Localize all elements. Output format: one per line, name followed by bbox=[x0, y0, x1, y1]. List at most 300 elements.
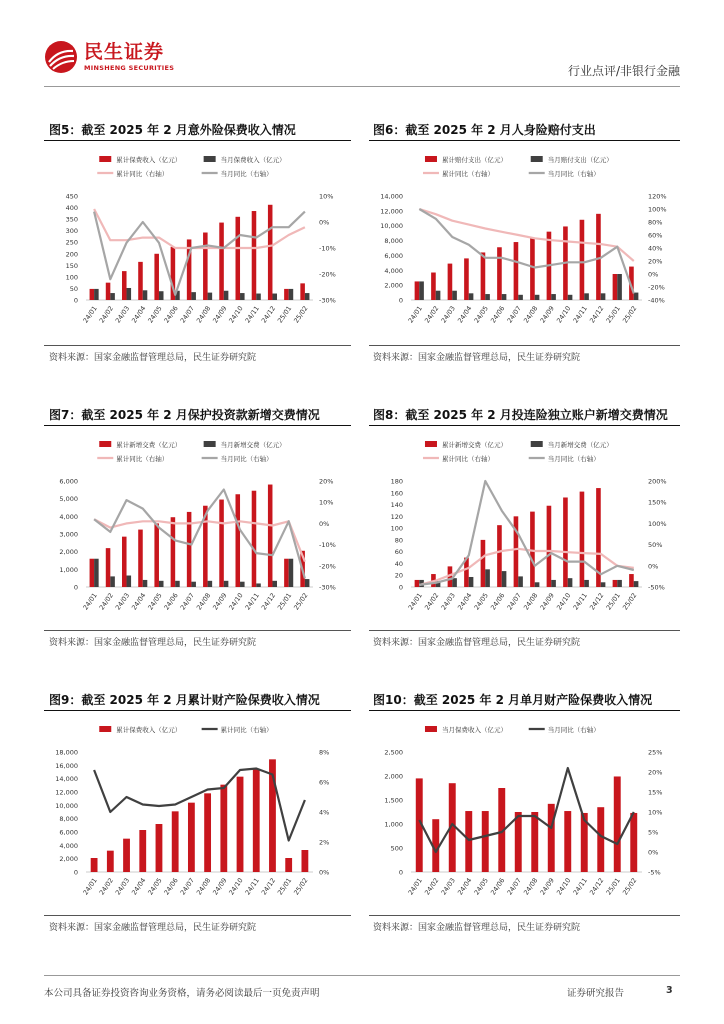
figure-9-chart bbox=[44, 718, 351, 910]
bar bbox=[284, 559, 289, 587]
legend-swatch bbox=[425, 156, 437, 162]
right-axis-tick-label: 0% bbox=[319, 218, 330, 227]
bar bbox=[268, 485, 273, 587]
x-tick-label: 24/08 bbox=[522, 304, 540, 325]
bar bbox=[415, 580, 420, 587]
right-axis-tick-label: -30% bbox=[319, 296, 336, 305]
right-axis-tick-label: -10% bbox=[319, 541, 336, 550]
legend-label: 当月同比（右轴） bbox=[547, 726, 600, 734]
bar bbox=[268, 205, 273, 300]
left-axis-tick-label: 150 bbox=[65, 261, 78, 270]
right-axis-tick-label: 5% bbox=[648, 828, 659, 837]
bar bbox=[94, 559, 99, 587]
bar bbox=[481, 252, 486, 300]
x-tick-label: 25/01 bbox=[604, 876, 622, 897]
left-axis-tick-label: 0 bbox=[398, 583, 403, 592]
bar bbox=[224, 581, 229, 587]
x-tick-label: 24/10 bbox=[227, 876, 245, 897]
bar bbox=[415, 281, 420, 300]
left-axis-tick-label: 5,000 bbox=[59, 495, 78, 504]
bar bbox=[122, 271, 127, 300]
bar bbox=[203, 233, 208, 300]
legend-label: 累计同比（右轴） bbox=[116, 170, 169, 178]
bar bbox=[535, 295, 540, 300]
bar bbox=[469, 577, 474, 587]
report-category: 行业点评/非银行金融 bbox=[567, 64, 680, 78]
bar bbox=[237, 777, 244, 872]
x-tick-label: 24/01 bbox=[406, 876, 424, 897]
x-tick-label: 24/09 bbox=[538, 591, 556, 612]
bar bbox=[91, 858, 98, 872]
x-tick-label: 24/12 bbox=[588, 304, 606, 325]
bar bbox=[452, 291, 457, 300]
x-tick-label: 24/04 bbox=[130, 304, 148, 325]
x-tick-label: 24/03 bbox=[439, 876, 457, 897]
bar bbox=[515, 812, 522, 872]
legend-label: 当月同比（右轴） bbox=[547, 170, 600, 178]
x-tick-label: 24/10 bbox=[555, 304, 573, 325]
x-tick-label: 24/07 bbox=[178, 876, 197, 897]
bar bbox=[419, 281, 424, 300]
x-tick-label: 25/02 bbox=[292, 304, 310, 325]
bar bbox=[219, 500, 224, 587]
bar bbox=[502, 294, 507, 300]
legend-swatch bbox=[204, 156, 216, 162]
x-tick-label: 24/04 bbox=[456, 876, 474, 897]
footer-disclaimer: 本公司具备证券投资咨询业务资格，请务必阅读最后一页免责声明 bbox=[44, 988, 320, 999]
legend bbox=[97, 440, 285, 463]
bar bbox=[235, 494, 240, 587]
right-axis-tick-label: 100% bbox=[648, 205, 667, 214]
right-axis-tick-label: 150% bbox=[648, 498, 667, 507]
right-axis-tick-label: 10% bbox=[648, 808, 663, 817]
x-tick-label: 24/02 bbox=[97, 876, 115, 897]
left-axis-tick-label: 0 bbox=[73, 296, 78, 305]
bar bbox=[90, 289, 95, 300]
x-tick-label: 24/02 bbox=[97, 591, 115, 612]
bar bbox=[219, 223, 224, 300]
right-axis-tick-label: 100% bbox=[648, 519, 667, 528]
right-axis-tick-label: 120% bbox=[648, 192, 667, 201]
x-tick-label: 24/09 bbox=[211, 304, 229, 325]
bar bbox=[252, 211, 257, 300]
x-tick-label: 25/02 bbox=[621, 591, 639, 612]
x-tick-label: 25/01 bbox=[604, 304, 622, 325]
x-tick-label: 24/09 bbox=[211, 876, 229, 897]
right-axis-tick-label: 20% bbox=[648, 257, 663, 266]
x-tick-label: 24/05 bbox=[472, 304, 490, 325]
left-axis-tick-label: 1,000 bbox=[384, 820, 403, 829]
bar bbox=[436, 291, 441, 300]
x-tick-label: 25/02 bbox=[292, 876, 310, 897]
left-axis-tick-label: 2,000 bbox=[384, 772, 403, 781]
x-tick-label: 24/06 bbox=[489, 591, 507, 612]
x-tick-label: 24/06 bbox=[162, 876, 180, 897]
legend bbox=[425, 725, 600, 734]
x-tick-label: 24/03 bbox=[439, 591, 457, 612]
bar bbox=[272, 294, 277, 300]
right-axis-tick-label: 0% bbox=[648, 562, 659, 571]
bar bbox=[191, 292, 196, 300]
right-axis-tick-label: 0% bbox=[319, 519, 330, 528]
bar bbox=[563, 497, 568, 587]
figure-8-source-rule bbox=[369, 630, 680, 631]
bar bbox=[106, 283, 111, 300]
legend-label: 累计新增交费（亿元） bbox=[441, 441, 507, 449]
legend-label: 当月同比（右轴） bbox=[220, 455, 273, 463]
figure-5-source: 资料来源：国家金融监督管理总局，民生证券研究院 bbox=[49, 353, 257, 363]
legend-label: 累计同比（右轴） bbox=[441, 170, 494, 178]
x-tick-label: 24/10 bbox=[227, 304, 245, 325]
x-tick-label: 24/11 bbox=[243, 876, 261, 897]
right-axis-tick-label: 10% bbox=[319, 192, 334, 201]
bar bbox=[530, 512, 535, 587]
bar bbox=[159, 291, 164, 300]
bar bbox=[634, 581, 639, 587]
legend bbox=[423, 155, 613, 178]
left-axis-tick-label: 350 bbox=[65, 215, 78, 224]
bar bbox=[138, 262, 143, 300]
right-axis-tick-label: 0% bbox=[648, 848, 659, 857]
bar bbox=[614, 776, 621, 872]
x-tick-label: 24/09 bbox=[211, 591, 229, 612]
figure-10-title: 图10：截至 2025 年 2 月单月财产险保费收入情况 bbox=[373, 693, 653, 707]
figure-10-source-rule bbox=[369, 915, 680, 916]
bar bbox=[305, 293, 310, 300]
figure-6-source-rule bbox=[369, 345, 680, 346]
bar bbox=[568, 578, 573, 587]
left-axis-tick-label: 100 bbox=[65, 273, 78, 282]
left-axis-tick-label: 400 bbox=[65, 204, 78, 213]
footer-divider bbox=[44, 975, 680, 976]
bar bbox=[548, 804, 555, 872]
x-tick-label: 25/01 bbox=[604, 591, 622, 612]
left-axis-tick-label: 200 bbox=[65, 250, 78, 259]
x-tick-label: 24/05 bbox=[146, 876, 164, 897]
left-axis-tick-label: 180 bbox=[390, 477, 403, 486]
bar bbox=[300, 283, 305, 300]
left-axis-tick-label: 0 bbox=[73, 583, 78, 592]
x-tick-label: 24/06 bbox=[489, 876, 507, 897]
bar bbox=[154, 254, 159, 300]
left-axis-tick-label: 10,000 bbox=[55, 801, 78, 810]
bar bbox=[597, 807, 604, 872]
right-axis-tick-label: 0% bbox=[648, 270, 659, 279]
x-tick-label: 25/02 bbox=[292, 591, 310, 612]
x-tick-label: 24/02 bbox=[423, 304, 441, 325]
left-axis-tick-label: 3,000 bbox=[59, 530, 78, 539]
bar bbox=[305, 579, 310, 587]
right-axis-tick-label: 15% bbox=[648, 788, 663, 797]
x-tick-label: 24/04 bbox=[130, 876, 148, 897]
figure-8-title-rule bbox=[369, 425, 680, 426]
bar bbox=[613, 580, 618, 587]
right-axis-tick-label: -30% bbox=[319, 583, 336, 592]
bar bbox=[564, 811, 571, 872]
bar bbox=[481, 540, 486, 587]
bar bbox=[139, 830, 146, 872]
legend-label: 累计新增交费（亿元） bbox=[116, 441, 182, 449]
bar bbox=[448, 264, 453, 300]
right-axis-tick-label: 4% bbox=[319, 808, 330, 817]
x-tick-label: 24/08 bbox=[194, 876, 213, 897]
legend-swatch bbox=[425, 441, 437, 447]
figure-10-source: 资料来源：国家金融监督管理总局，民生证券研究院 bbox=[373, 923, 581, 933]
bar bbox=[551, 294, 556, 300]
left-axis-tick-label: 14,000 bbox=[380, 192, 403, 201]
figure-7-source: 资料来源：国家金融监督管理总局，民生证券研究院 bbox=[49, 638, 257, 648]
right-axis-tick-label: 60% bbox=[648, 231, 663, 240]
x-tick-label: 24/12 bbox=[259, 876, 278, 897]
legend-label: 累计同比（右轴） bbox=[441, 455, 494, 463]
bar bbox=[634, 293, 639, 300]
figure-9-title: 图9：截至 2025 年 2 月累计财产险保费收入情况 bbox=[49, 693, 320, 707]
x-tick-label: 24/07 bbox=[178, 591, 197, 612]
figure-6-chart bbox=[369, 148, 680, 338]
legend bbox=[97, 155, 285, 178]
bar bbox=[568, 295, 573, 300]
figure-5-source-rule bbox=[44, 345, 351, 346]
bar bbox=[143, 580, 148, 587]
left-axis-tick-label: 0 bbox=[398, 296, 403, 305]
left-axis-tick-label: 12,000 bbox=[380, 207, 403, 216]
bar bbox=[601, 293, 606, 300]
figure-7-title: 图7：截至 2025 年 2 月保护投资款新增交费情况 bbox=[49, 408, 320, 422]
bar bbox=[584, 293, 589, 300]
bar bbox=[159, 581, 164, 587]
x-tick-label: 24/01 bbox=[81, 591, 99, 612]
legend-label: 累计赔付支出（亿元） bbox=[441, 156, 507, 164]
legend-label: 当月保费收入（亿元） bbox=[220, 156, 286, 164]
x-tick-label: 24/04 bbox=[456, 304, 474, 325]
x-tick-label: 24/11 bbox=[571, 876, 589, 897]
left-axis-tick-label: 8,000 bbox=[384, 237, 403, 246]
x-tick-label: 24/11 bbox=[571, 591, 589, 612]
bar bbox=[580, 492, 585, 587]
bar bbox=[240, 293, 245, 300]
left-axis-tick-label: 60 bbox=[394, 548, 403, 557]
bar bbox=[465, 811, 472, 872]
figure-10-title-rule bbox=[369, 710, 680, 711]
right-axis-tick-label: 10% bbox=[319, 498, 334, 507]
legend-label: 累计同比（右轴） bbox=[220, 726, 273, 734]
right-axis-tick-label: 20% bbox=[648, 768, 663, 777]
bar bbox=[220, 785, 227, 872]
right-axis-tick-label: -20% bbox=[648, 283, 665, 292]
bar bbox=[171, 517, 176, 587]
bar bbox=[138, 530, 143, 587]
page-number: 3 bbox=[666, 985, 673, 996]
x-tick-label: 24/04 bbox=[456, 591, 474, 612]
bar bbox=[127, 288, 132, 300]
bar bbox=[580, 220, 585, 300]
x-tick-label: 24/03 bbox=[113, 876, 132, 897]
figure-7-chart bbox=[44, 433, 351, 625]
left-axis-tick-label: 500 bbox=[390, 844, 403, 853]
bar bbox=[143, 290, 148, 300]
bar bbox=[584, 580, 589, 587]
x-tick-label: 24/08 bbox=[522, 876, 540, 897]
legend bbox=[99, 725, 272, 734]
left-axis-tick-label: 40 bbox=[394, 559, 403, 568]
logo-chinese-name: 民生证券 bbox=[84, 41, 165, 63]
right-axis-tick-label: 0% bbox=[319, 868, 330, 877]
bar bbox=[613, 274, 618, 300]
right-axis-tick-label: 40% bbox=[648, 244, 663, 253]
legend-label: 当月新增交费（亿元） bbox=[220, 441, 286, 449]
x-tick-label: 24/05 bbox=[472, 591, 490, 612]
x-tick-label: 24/07 bbox=[505, 876, 523, 897]
bar bbox=[90, 559, 95, 587]
figure-9-source: 资料来源：国家金融监督管理总局，民生证券研究院 bbox=[49, 923, 257, 933]
bar bbox=[431, 273, 436, 300]
left-axis-tick-label: 4,000 bbox=[59, 512, 78, 521]
bar bbox=[204, 793, 211, 872]
figure-6-source: 资料来源：国家金融监督管理总局，民生证券研究院 bbox=[373, 353, 581, 363]
header-divider bbox=[44, 86, 680, 87]
legend bbox=[423, 440, 613, 463]
left-axis-tick-label: 0 bbox=[73, 868, 78, 877]
x-tick-label: 24/02 bbox=[423, 591, 441, 612]
x-tick-label: 24/06 bbox=[162, 591, 180, 612]
bar bbox=[531, 812, 538, 872]
bar bbox=[253, 769, 260, 872]
bar bbox=[285, 858, 292, 872]
right-axis-tick-label: 25% bbox=[648, 748, 663, 757]
legend-label: 累计保费收入（亿元） bbox=[116, 156, 182, 164]
figure-9-title-rule bbox=[44, 710, 351, 711]
right-axis-tick-label: 8% bbox=[319, 748, 330, 757]
bar bbox=[208, 293, 213, 300]
figure-10-chart bbox=[369, 718, 680, 910]
left-axis-tick-label: 10,000 bbox=[380, 222, 403, 231]
x-tick-label: 24/08 bbox=[194, 304, 213, 325]
bar bbox=[617, 580, 622, 587]
x-tick-label: 25/02 bbox=[621, 876, 639, 897]
bar bbox=[629, 574, 634, 587]
legend-swatch bbox=[425, 726, 437, 732]
x-tick-label: 25/01 bbox=[276, 591, 294, 612]
bar bbox=[107, 851, 114, 872]
bar bbox=[547, 506, 552, 587]
left-axis-tick-label: 1,000 bbox=[59, 565, 78, 574]
x-tick-label: 24/12 bbox=[588, 876, 606, 897]
x-tick-label: 24/06 bbox=[162, 304, 180, 325]
x-tick-label: 24/08 bbox=[194, 591, 213, 612]
figure-7-source-rule bbox=[44, 630, 351, 631]
left-axis-tick-label: 80 bbox=[394, 536, 403, 545]
bar bbox=[256, 583, 261, 587]
left-axis-tick-label: 250 bbox=[65, 238, 78, 247]
left-axis-tick-label: 12,000 bbox=[55, 788, 78, 797]
bar bbox=[482, 811, 489, 872]
bar bbox=[106, 548, 111, 587]
legend-swatch bbox=[531, 441, 543, 447]
bar bbox=[530, 238, 535, 300]
right-axis-tick-label: -50% bbox=[648, 583, 665, 592]
bar bbox=[208, 581, 213, 587]
right-axis-tick-label: -5% bbox=[648, 868, 661, 877]
left-axis-tick-label: 14,000 bbox=[55, 775, 78, 784]
bar bbox=[188, 803, 195, 872]
bar bbox=[154, 523, 159, 587]
x-tick-label: 24/01 bbox=[81, 876, 99, 897]
bar bbox=[464, 258, 469, 300]
x-tick-label: 24/01 bbox=[406, 304, 424, 325]
legend-label: 累计同比（右轴） bbox=[116, 455, 169, 463]
x-tick-label: 25/02 bbox=[621, 304, 639, 325]
x-tick-label: 24/06 bbox=[489, 304, 507, 325]
left-axis-tick-label: 2,500 bbox=[384, 748, 403, 757]
right-axis-tick-label: -20% bbox=[319, 562, 336, 571]
bar bbox=[240, 582, 245, 587]
right-axis-tick-label: 80% bbox=[648, 218, 663, 227]
left-axis-tick-label: 120 bbox=[390, 512, 403, 521]
bar bbox=[497, 247, 502, 300]
legend-label: 当月赔付支出（亿元） bbox=[547, 156, 613, 164]
bar bbox=[110, 576, 115, 587]
legend-swatch bbox=[99, 441, 111, 447]
x-tick-label: 24/12 bbox=[259, 591, 278, 612]
bar bbox=[551, 580, 556, 587]
bar bbox=[110, 293, 115, 300]
left-axis-tick-label: 6,000 bbox=[384, 251, 403, 260]
x-tick-label: 24/03 bbox=[439, 304, 457, 325]
figure-7-title-rule bbox=[44, 425, 351, 426]
right-axis-tick-label: 6% bbox=[319, 778, 330, 787]
bar bbox=[172, 811, 179, 872]
x-tick-label: 24/01 bbox=[81, 304, 99, 325]
right-axis-tick-label: 200% bbox=[648, 477, 667, 486]
left-axis-tick-label: 140 bbox=[390, 501, 403, 510]
x-tick-label: 24/12 bbox=[259, 304, 278, 325]
figure-5-title-rule bbox=[44, 140, 351, 141]
bar bbox=[497, 525, 502, 587]
bar bbox=[601, 582, 606, 587]
left-axis-tick-label: 4,000 bbox=[59, 841, 78, 850]
bar bbox=[518, 576, 523, 587]
left-axis-tick-label: 2,000 bbox=[384, 281, 403, 290]
legend-swatch bbox=[531, 156, 543, 162]
left-axis-tick-label: 0 bbox=[398, 868, 403, 877]
bar bbox=[289, 559, 294, 587]
left-axis-tick-label: 4,000 bbox=[384, 266, 403, 275]
x-tick-label: 24/11 bbox=[571, 304, 589, 325]
bar bbox=[469, 293, 474, 300]
figure-9-source-rule bbox=[44, 915, 351, 916]
bar bbox=[224, 291, 229, 300]
bar bbox=[502, 571, 507, 587]
left-axis-tick-label: 6,000 bbox=[59, 828, 78, 837]
bar bbox=[272, 581, 277, 587]
x-tick-label: 25/01 bbox=[276, 304, 294, 325]
brand-logo bbox=[44, 40, 174, 74]
left-axis-tick-label: 18,000 bbox=[55, 748, 78, 757]
x-tick-label: 24/07 bbox=[505, 304, 523, 325]
left-axis-tick-label: 50 bbox=[69, 284, 78, 293]
x-tick-label: 24/07 bbox=[178, 304, 197, 325]
bar bbox=[256, 294, 261, 300]
x-tick-label: 24/09 bbox=[538, 304, 556, 325]
legend-swatch bbox=[99, 726, 111, 732]
figure-8-title: 图8：截至 2025 年 2 月投连险独立账户新增交费情况 bbox=[373, 408, 668, 422]
x-tick-label: 24/02 bbox=[97, 304, 115, 325]
x-tick-label: 24/10 bbox=[227, 591, 245, 612]
logo-mark-icon bbox=[44, 40, 78, 74]
figure-5-title: 图5：截至 2025 年 2 月意外险保费收入情况 bbox=[49, 123, 296, 137]
bar bbox=[94, 289, 99, 300]
x-tick-label: 24/09 bbox=[538, 876, 556, 897]
